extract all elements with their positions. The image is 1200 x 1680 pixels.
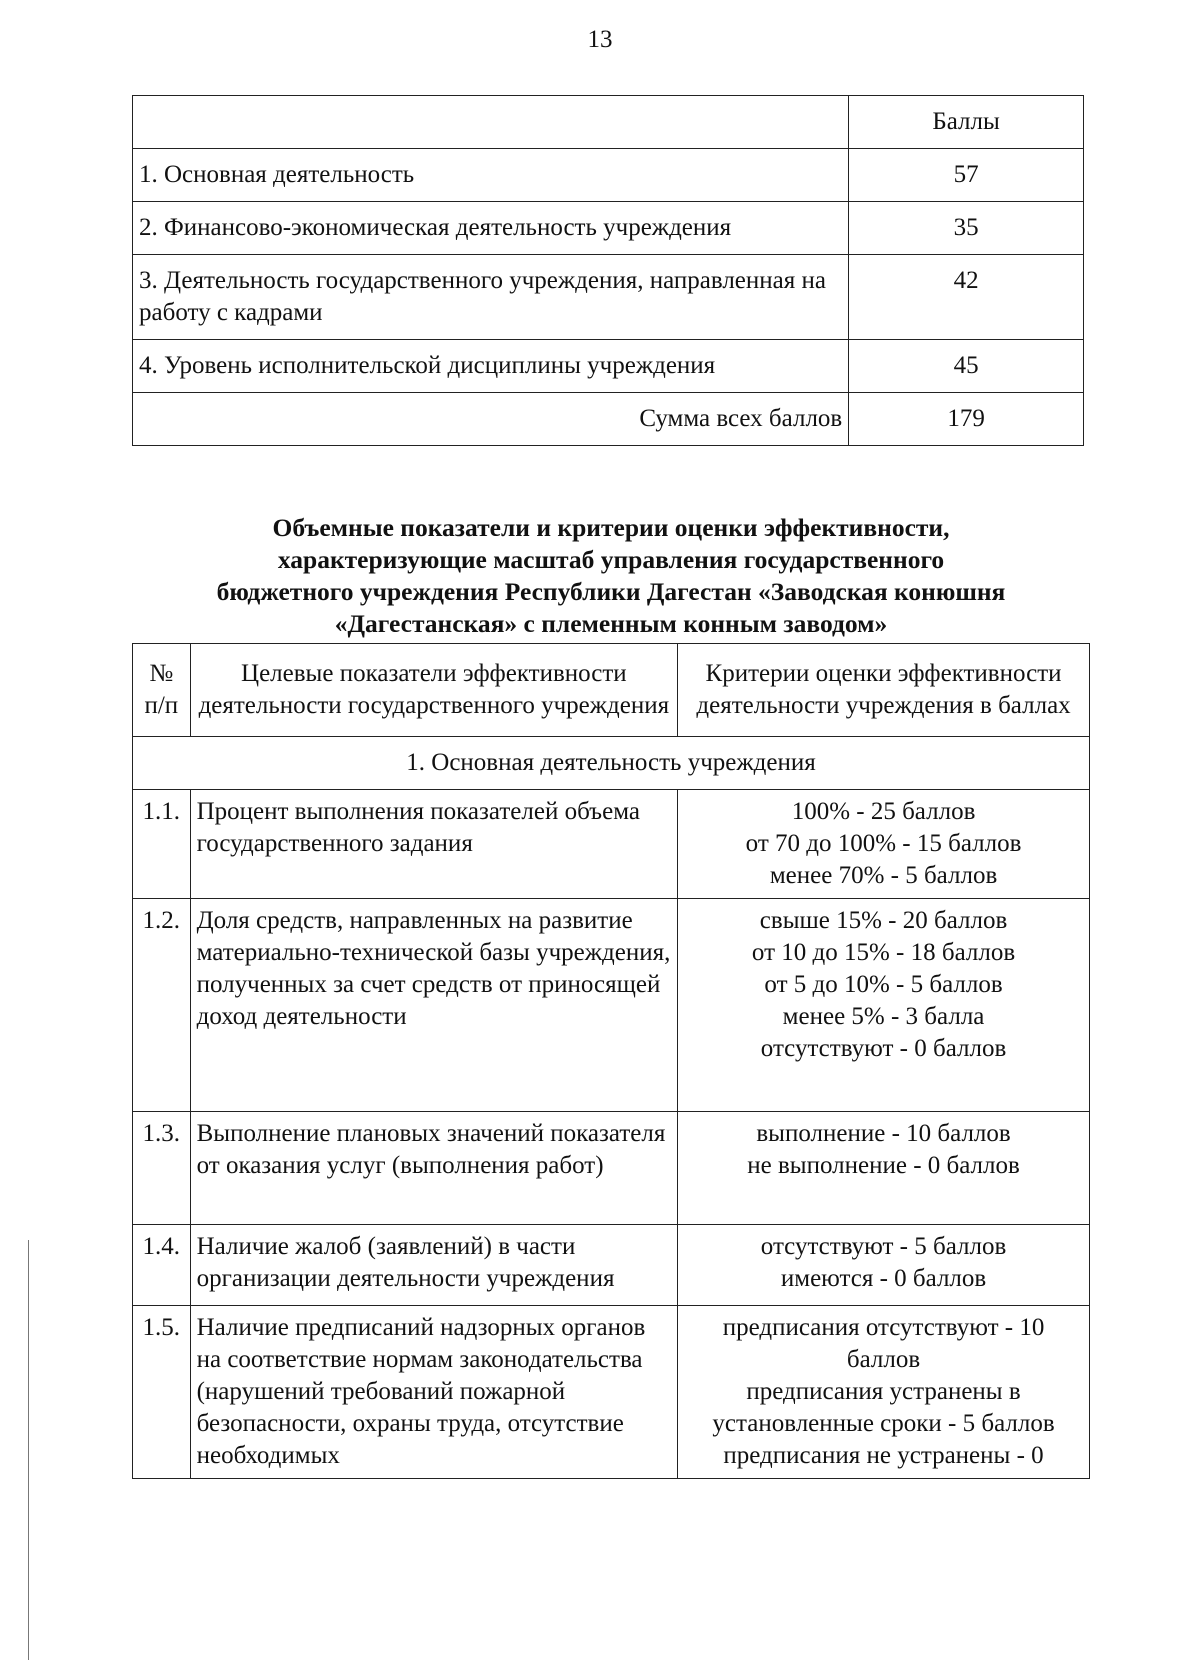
criteria-line: 100% - 25 баллов [791,798,976,825]
score-total-value: 179 [849,393,1084,446]
criteria-line: менее 5% - 3 балла [782,1003,985,1030]
section-title-line: Объемные показатели и критерии оценки эффективности, [272,513,950,542]
indicator-criteria [678,1306,1090,1479]
indicator-criteria [678,899,1090,1112]
criteria-line: отсутствуют - 5 баллов [760,1233,1007,1260]
criteria-line: выполнение - 10 баллов [756,1120,1011,1147]
score-label: 4. Уровень исполнительской дисциплины учреждения [133,340,849,393]
criteria-line: предписания не устранены - 0 [723,1442,1044,1469]
score-header-cell: Баллы [849,96,1084,149]
score-row [133,202,1084,255]
score-header-empty-cell [133,96,849,149]
criteria-line: имеются - 0 баллов [780,1265,987,1292]
criteria-line: отсутствуют - 0 баллов [760,1035,1007,1062]
score-value: 45 [849,340,1084,393]
section-label: 1. Основная деятельность учреждения [133,737,1090,790]
criteria-line: предписания устранены в установленные сроки - 5 баллов [712,1378,1055,1437]
indicator-criteria [678,790,1090,899]
score-value: 42 [849,255,1084,340]
indicator-row [133,1112,1090,1225]
score-row [133,149,1084,202]
score-label: 2. Финансово-экономическая деятельность учреждения [133,202,849,255]
indicator-criteria [678,1112,1090,1225]
header-num: № п/п [133,644,191,737]
indicator-num: 1.4. [133,1225,191,1306]
indicator-row [133,1225,1090,1306]
criteria-line: от 5 до 10% - 5 баллов [764,971,1003,998]
indicator-row [133,899,1090,1112]
indicator-num: 1.3. [133,1112,191,1225]
header-criteria: Критерии оценки эффективности деятельности учреждения в баллах [678,644,1090,737]
score-value: 35 [849,202,1084,255]
score-value: 57 [849,149,1084,202]
indicator-target: Процент выполнения показателей объема государственного задания [190,790,678,899]
score-row [133,340,1084,393]
score-label: 3. Деятельность государственного учреждения, направленная на работу с кадрами [133,255,849,340]
indicator-criteria [678,1225,1090,1306]
indicator-row [133,1306,1090,1479]
score-row [133,255,1084,340]
criteria-line: свыше 15% - 20 баллов [759,907,1008,934]
score-header-row [133,96,1084,149]
indicator-num: 1.5. [133,1306,191,1479]
score-label: 1. Основная деятельность [133,149,849,202]
criteria-line: не выполнение - 0 баллов [747,1152,1020,1179]
indicators-header-row [133,644,1090,737]
scan-margin-line [28,1240,29,1660]
section-title [132,512,1090,640]
section-title-line: характеризующие масштаб управления государственного [277,545,945,574]
indicators-section-row [133,737,1090,790]
indicators-table [132,643,1090,1479]
score-total-label: Сумма всех баллов [133,393,849,446]
indicator-row [133,790,1090,899]
score-total-row [133,393,1084,446]
criteria-line: от 70 до 100% - 15 баллов [745,830,1022,857]
criteria-line: менее 70% - 5 баллов [769,862,998,889]
criteria-line: от 10 до 15% - 18 баллов [751,939,1016,966]
indicator-target: Наличие жалоб (заявлений) в части организации деятельности учреждения [190,1225,678,1306]
indicator-target: Доля средств, направленных на развитие материально-технической базы учреждения, полученных за счет средств от приносящей доход деятельности [190,899,678,1112]
indicator-target: Выполнение плановых значений показателя от оказания услуг (выполнения работ) [190,1112,678,1225]
indicator-target: Наличие предписаний надзорных органов на соответствие нормам законодательства (нарушений требований пожарной безопасности, охраны труда, отсутствие необходимых [190,1306,678,1479]
section-title-line: «Дагестанская» с племенным конным заводом» [334,609,888,638]
criteria-line: предписания отсутствуют - 10 баллов [722,1314,1045,1373]
section-title-line: бюджетного учреждения Республики Дагестан «Заводская конюшня [216,577,1006,606]
score-table [132,95,1084,446]
page-number: 13 [587,26,613,53]
indicator-num: 1.2. [133,899,191,1112]
indicator-num: 1.1. [133,790,191,899]
header-target: Целевые показатели эффективности деятельности государственного учреждения [190,644,678,737]
